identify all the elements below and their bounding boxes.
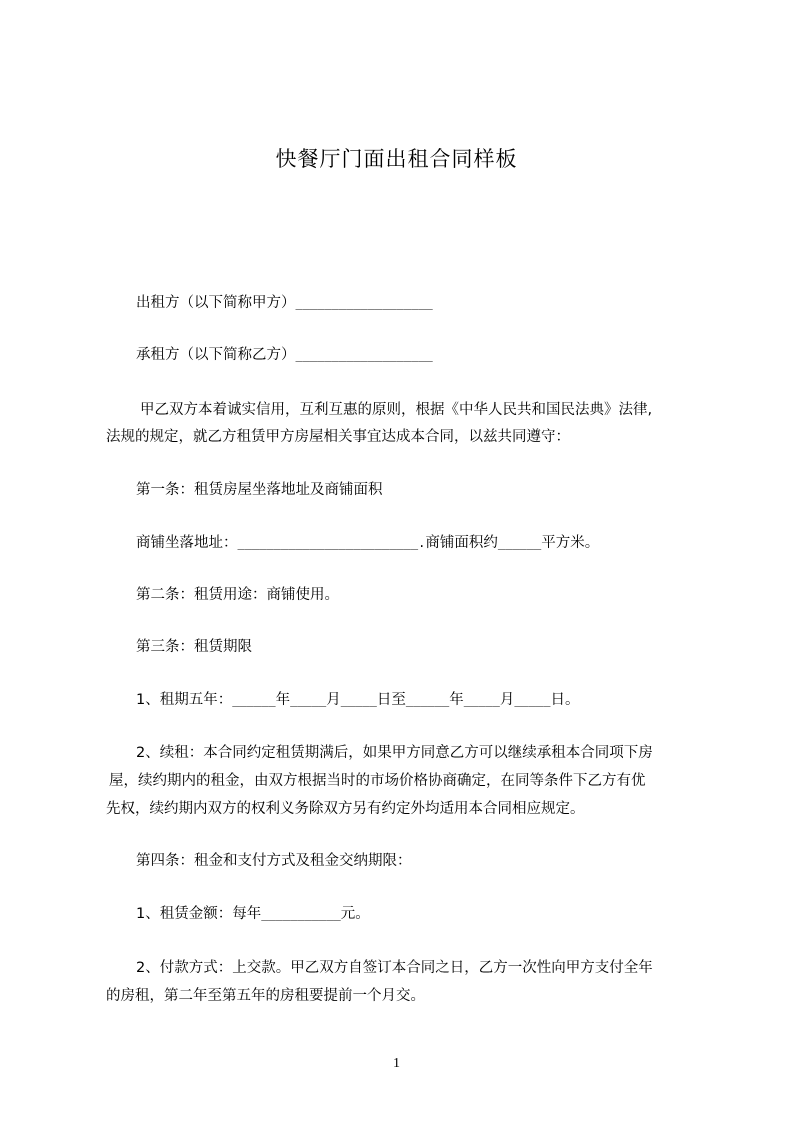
- lessor-line: [136, 293, 433, 313]
- document-title: 快餐厅门面出租合同样板: [275, 147, 518, 171]
- address-label: 商铺坐落地址：: [136, 535, 238, 551]
- payment-line-2: 的房租，第二年至第五年的房租要提前一个月交。: [106, 988, 425, 1004]
- page-number: 1: [393, 1056, 400, 1071]
- renewal-line-3: 先权，续约期内双方的权利义务除双方另有约定外均适用本合同相应规定。: [106, 801, 585, 817]
- renewal-line-1: 2、续租：本合同约定租赁期满后，如果甲方同意乙方可以继续承租本合同项下房: [136, 745, 653, 761]
- article1-address-line: [136, 533, 599, 553]
- term-day-2: 日。: [550, 692, 580, 708]
- amount-line: [136, 904, 370, 924]
- term-line: [136, 690, 579, 710]
- term-year-2: 年: [449, 692, 464, 708]
- amount-blank: ___________: [261, 907, 341, 921]
- article3-heading: 第三条：租赁期限: [136, 639, 252, 655]
- address-blank: _________________________.: [237, 536, 426, 550]
- article1-heading: 第一条：租赁房屋坐落地址及商铺面积: [136, 482, 383, 498]
- term-blank-2: _____: [290, 693, 327, 707]
- payment-line-1: 2、付款方式：上交款。甲乙双方自签订本合同之日，乙方一次性向甲方支付全年: [136, 960, 653, 976]
- lessee-blank: ___________________: [295, 348, 433, 362]
- amount-prefix: 1、租赁金额：每年: [136, 906, 262, 922]
- term-year-1: 年: [275, 692, 291, 708]
- renewal-line-2: 屋，续约期内的租金，由双方根据当时的市场价格协商确定，在同等条件下乙方有优: [109, 773, 646, 789]
- area-blank: ______: [497, 536, 542, 550]
- term-blank-4: ______: [405, 693, 450, 707]
- term-blank-3: _____: [340, 693, 377, 707]
- area-label: 商铺面积约: [425, 535, 498, 551]
- preamble-line-2: 法规的规定，就乙方租赁甲方房屋相关事宜达成本合同，以兹共同遵守：: [106, 429, 570, 445]
- term-blank-6: _____: [514, 693, 551, 707]
- term-blank-5: _____: [463, 693, 500, 707]
- lessee-line: [136, 345, 433, 365]
- area-unit: 平方米。: [541, 535, 600, 551]
- article2-heading: 第二条：租赁用途：商铺使用。: [136, 587, 339, 603]
- term-month-2: 月: [499, 692, 515, 708]
- lessor-blank: ___________________: [295, 296, 433, 310]
- preamble-line-1: 甲乙双方本着诚实信用，互利互惠的原则，根据《中华人民共和国民法典》法律,: [140, 402, 653, 418]
- term-blank-1: ______: [232, 693, 276, 707]
- article4-heading: 第四条：租金和支付方式及租金交纳期限：: [136, 853, 412, 869]
- lessor-label: 出租方（以下简称甲方）: [136, 295, 296, 311]
- term-day-1: 日至: [376, 692, 406, 708]
- amount-suffix: 元。: [340, 906, 370, 922]
- term-prefix: 1、租期五年：: [136, 692, 233, 708]
- lessee-label: 承租方（以下简称乙方）: [136, 347, 296, 363]
- term-month-1: 月: [326, 692, 341, 708]
